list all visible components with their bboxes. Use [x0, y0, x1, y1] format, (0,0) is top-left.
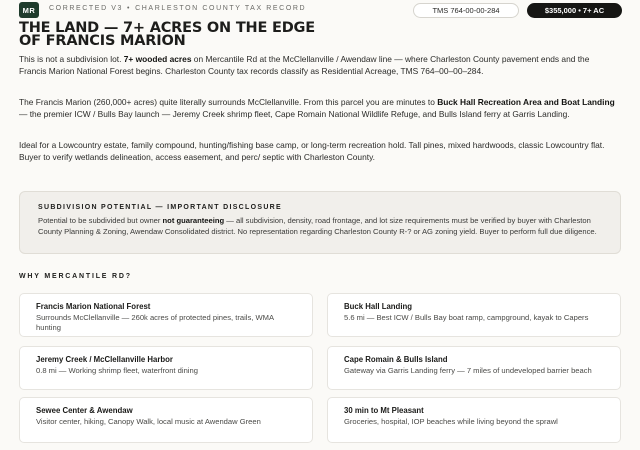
disclosure-title: SUBDIVISION POTENTIAL — IMPORTANT DISCLOSURE — [38, 204, 283, 211]
use-paragraph: Ideal for a Lowcountry estate, family compound, hunting/fishing base camp, or long-term recreation hold. Tall pines, mixed hardwoods, classic Lowcountry flat. Buyer to verify wetlands delineation, access easement, and perc/ septic with Charleston County. — [19, 140, 605, 163]
card-title: Jeremy Creek / McClellanville Harbor — [36, 355, 173, 364]
page-title: THE LAND — 7+ ACRES ON THE EDGE OF FRANCIS MARION — [19, 20, 315, 49]
location-text-c: — the premier ICW / Bulls Bay launch — Jeremy Creek shrimp fleet, Cape Romain National Wildlife Refuge, and Bulls Island ferry at Garris Landing. — [19, 109, 570, 120]
card-title: Buck Hall Landing — [344, 302, 413, 311]
tms-badge[interactable]: TMS 764-00-00-284 — [413, 3, 519, 18]
breadcrumb-separator: • — [127, 5, 132, 12]
intro-text-a: This is not a subdivision lot. — [19, 54, 124, 64]
top-bar — [0, 0, 640, 20]
breadcrumb — [49, 5, 306, 12]
card-description: 5.6 mi — Best ICW / Bulls Bay boat ramp, campground, kayak to Capers — [344, 313, 589, 322]
price-badge[interactable]: $355,000 • 7+ AC — [527, 3, 622, 18]
feature-card — [19, 293, 313, 337]
location-paragraph — [19, 96, 619, 121]
feature-card — [19, 346, 313, 390]
disclosure-body — [38, 216, 610, 237]
breadcrumb-status: CORRECTED V3 — [49, 5, 124, 12]
feature-card — [327, 293, 621, 337]
card-description: Groceries, hospital, IOP beaches while living beyond the sprawl — [344, 417, 558, 426]
feature-card — [19, 397, 313, 443]
location-highlight: Buck Hall Recreation Area and Boat Landing — [437, 97, 615, 107]
disclosure-box — [19, 191, 621, 254]
card-description: Surrounds McClellanville — 260k acres of protected pines, trails, WMA hunting — [36, 313, 274, 332]
feature-card — [327, 346, 621, 390]
intro-paragraph — [19, 53, 619, 78]
breadcrumb-source: CHARLESTON COUNTY TAX RECORD — [135, 5, 307, 12]
disclosure-highlight: not guaranteeing — [162, 216, 225, 225]
card-description: Gateway via Garris Landing ferry — 7 miles of undeveloped barrier beach — [344, 366, 592, 375]
logo: MR — [19, 2, 39, 18]
location-text-a: The Francis Marion (260,000+ acres) quite literally surrounds McClellanville. From this parcel you are minutes to — [19, 97, 438, 107]
card-title: 30 min to Mt Pleasant — [344, 406, 424, 415]
intro-text-c: on Mercantile Rd at the McClellanville / Awendaw line — where Charleston County pavement ends and the Francis Marion National Forest begins. Charleston County tax records classify as Residential Acreage, TMS 764–00–00–284. — [19, 54, 590, 77]
section-title: WHY MERCANTILE RD? — [19, 273, 132, 280]
feature-card — [327, 397, 621, 443]
disclosure-text-c: — all subdivision, density, road frontage, and lot size requirements must be verified by buyer with Charleston County Planning & Zoning, Awendaw Consolidated district. No representation regarding Charleston County R-? or AG zoning yield. Buyer to perform full due diligence. — [38, 216, 597, 236]
card-title: Cape Romain & Bulls Island — [344, 355, 448, 364]
card-title: Francis Marion National Forest — [36, 302, 151, 311]
card-title: Sewee Center & Awendaw — [36, 406, 133, 415]
intro-highlight: 7+ wooded acres — [123, 54, 192, 64]
card-description: 0.8 mi — Working shrimp fleet, waterfront dining — [36, 366, 198, 375]
card-description: Visitor center, hiking, Canopy Walk, local music at Awendaw Green — [36, 417, 261, 426]
disclosure-text-a: Potential to be subdivided but owner — [38, 216, 163, 225]
